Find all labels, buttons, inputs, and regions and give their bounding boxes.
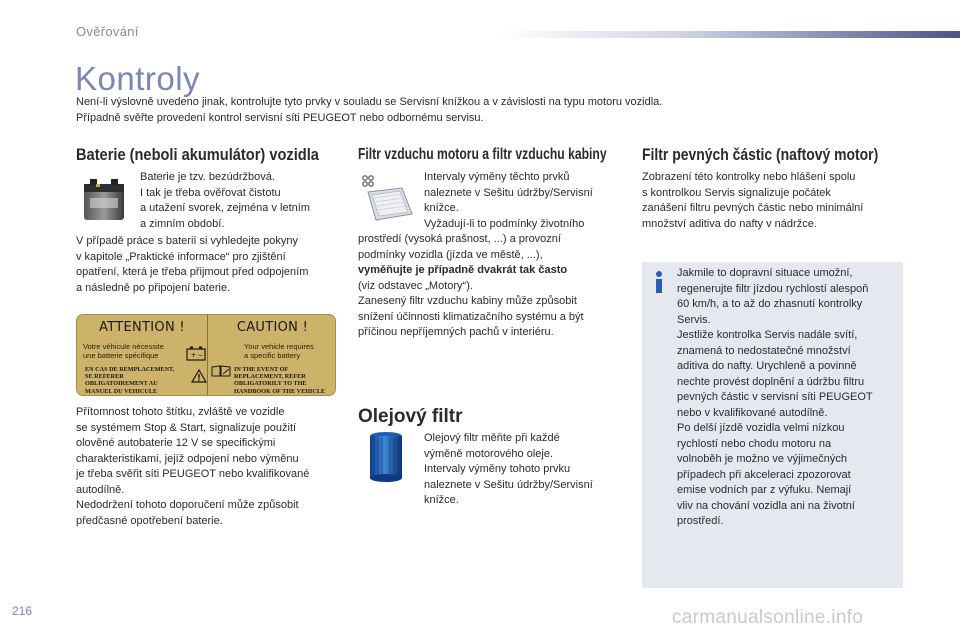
info-text — [677, 266, 901, 530]
battery-side-text — [140, 170, 350, 232]
air-filter-side-text — [424, 170, 624, 232]
section-name: Ověřování — [76, 24, 139, 39]
info-line: regenerujte filtr jízdou rychlostí alespoň — [677, 282, 869, 295]
oil-filter-line: naleznete v Sešitu údržby/Servisní — [424, 478, 593, 491]
air-filter-body-line: příčinou nepříjemných pachů v interiéru. — [358, 326, 554, 338]
page-number: 216 — [12, 604, 33, 618]
battery-side-line: a utažení svorek, zejména v letním — [140, 202, 310, 214]
info-line: nebo v kvalifikované autodílně. — [677, 406, 828, 419]
info-line: Jestliže kontrolka Servis nadále svítí, — [677, 329, 858, 341]
label-left-caps-line: EN CAS DE REMPLACEMENT, — [85, 366, 175, 373]
battery-symbol-icon — [185, 345, 207, 361]
oil-filter-line: Intervaly výměny tohoto prvku — [424, 463, 571, 475]
label-right-caps-line: REPLACEMENT, REFER — [234, 373, 306, 381]
label-left-caps-line: MANUEL DU VEHICULE — [85, 387, 158, 395]
air-filter-body-bold: vyměňujte je případně dvakrát tak často — [358, 264, 568, 276]
air-filter-heading: Filtr vzduchu motoru a filtr vzduchu kabiny — [358, 146, 607, 163]
air-filter-body-line: snížení účinnosti klimatizačního systému a být — [358, 310, 584, 323]
label-right-caps-line: IN THE EVENT OF — [234, 366, 289, 373]
label-english-half — [207, 315, 336, 395]
battery-note-line: se systémem Stop & Start, signalizuje použití — [76, 421, 297, 434]
intro-text — [76, 95, 836, 126]
label-left-caps — [85, 366, 174, 395]
battery-note-line: předčasné opotřebení baterie. — [76, 514, 223, 527]
particle-filter-line: množství aditiva do nafty v nádržce. — [642, 217, 817, 230]
header-bar — [500, 31, 960, 38]
air-filter-side-line: Intervaly výměny těchto prvků — [424, 171, 570, 183]
oil-filter-text — [424, 431, 624, 509]
info-line: emise vodních par z výfuku. Nemají — [677, 484, 852, 496]
battery-side-line: I tak je třeba ověřovat čistotu — [140, 186, 281, 199]
battery-side-line: Baterie je tzv. bezúdržbová. — [140, 171, 275, 183]
battery-body-line: v kapitole „Praktické informace“ pro zjištění — [76, 250, 286, 263]
oil-filter-line: výměně motorového oleje. — [424, 447, 554, 460]
intro-line: Není-li výslovně uvedeno jinak, kontrolujte tyto prvky v souladu se Servisní knížkou a v závislosti na typu motoru vozidla. — [76, 96, 663, 108]
info-line: pevných částic v servisní síti PEUGEOT — [677, 391, 873, 403]
info-line: Servis. — [677, 313, 711, 326]
info-line: Po delší jízdě vozidla velmi nízkou — [677, 422, 845, 434]
svg-text:+ −: + − — [191, 352, 203, 359]
battery-body-line: V případě práce s baterií si vyhledejte pokyny — [76, 235, 298, 247]
info-line: rychlostí nebo chodu motoru na — [677, 437, 832, 450]
label-left-head: ATTENTION ! — [99, 320, 185, 335]
label-right-caps-line: HANDBOOK OF THE VEHICLE — [234, 387, 326, 395]
warning-triangle-icon — [191, 369, 207, 383]
air-filter-body-line: podmínky vozidla (jízda ve městě, ...), — [358, 248, 543, 261]
particle-filter-line: s kontrolkou Servis signalizuje počátek — [642, 186, 831, 199]
car-battery-icon — [78, 174, 130, 226]
air-filter-icon — [360, 170, 416, 222]
battery-body-line: a následně po připojení baterie. — [76, 281, 231, 294]
particle-filter-line: Zobrazení této kontrolky nebo hlášení spolu — [642, 171, 856, 183]
particle-filter-line: zanášení filtru pevných částic nebo minimální — [642, 202, 864, 214]
battery-warning-label — [76, 314, 336, 396]
page-title: Kontroly — [75, 60, 201, 97]
battery-note-line: charakteristikami, jejíž odpojení nebo výměnu — [76, 452, 299, 465]
air-filter-side-line: knížce. — [424, 202, 459, 214]
oil-filter-line: Olejový filtr měňte při každé — [424, 432, 560, 444]
oil-filter-icon — [364, 430, 408, 484]
battery-note-text — [76, 405, 346, 529]
label-right-caps — [234, 366, 325, 395]
particle-filter-heading: Filtr pevných částic (naftový motor) — [642, 145, 879, 164]
manual-book-icon — [210, 365, 232, 377]
battery-note-line: autodílně. — [76, 483, 125, 496]
info-line: volnoběh je možno ve výjimečných — [677, 453, 847, 465]
watermark: carmanualsonline.info — [672, 607, 864, 628]
oil-filter-line: knížce. — [424, 494, 459, 506]
intro-line: Případně svěřte provedení kontrol servisní síti PEUGEOT nebo odbornému servisu. — [76, 111, 484, 124]
label-right-caps-line: OBLIGATORILY TO THE — [234, 380, 307, 388]
info-line: aditiva do nafty. Urychleně a povinně — [677, 360, 857, 372]
air-filter-side-line: Vyžadují-li to podmínky životního — [424, 217, 585, 230]
battery-body-text — [76, 234, 346, 296]
info-line: Jakmile to dopravní situace umožní, — [677, 267, 853, 279]
battery-body-line: opatření, která je třeba přijmout před odpojením — [76, 266, 309, 278]
battery-note-line: Nedodržení tohoto doporučení může způsobit — [76, 499, 299, 511]
battery-note-line: Přítomnost tohoto štítku, zvláště ve vozidle — [76, 406, 285, 418]
battery-heading: Baterie (neboli akumulátor) vozidla — [76, 145, 319, 164]
info-line: nechte provést doplnění a údržbu filtru — [677, 375, 865, 388]
label-right-text — [244, 342, 314, 360]
info-line: případech při akceleraci zpozorovat — [677, 468, 851, 481]
label-left-caps-line: OBLIGATOIREMENT AU — [85, 380, 158, 388]
battery-side-line: a zimním období. — [140, 217, 225, 230]
label-french-half — [77, 315, 207, 395]
air-filter-body-line: (viz odstavec „Motory“). — [358, 279, 473, 292]
air-filter-body-line: Zanesený filtr vzduchu kabiny může způsobit — [358, 295, 577, 307]
info-line: vliv na chování vozidla ani na životní — [677, 499, 855, 512]
info-line: znamená to nedostatečné množství — [677, 344, 851, 357]
battery-note-line: je třeba svěřit síti PEUGEOT nebo kvalifikované — [76, 468, 310, 480]
air-filter-body-text — [358, 232, 628, 341]
oil-filter-heading: Olejový filtr — [358, 406, 463, 427]
air-filter-side-line: naleznete v Sešitu údržby/Servisní — [424, 186, 593, 199]
label-right-text-line: Your vehicle requires — [244, 342, 314, 351]
air-filter-body-line: prostředí (vysoká prašnost, ...) a provozní — [358, 233, 561, 245]
battery-note-line: olověné autobaterie 12 V se specifickými — [76, 437, 276, 449]
label-left-text-line: une batterie spécifique — [83, 351, 159, 360]
info-icon — [652, 270, 666, 294]
label-left-caps-line: SE REFERER — [85, 373, 124, 381]
info-line: 60 km/h, a to až do zhasnutí kontrolky — [677, 298, 863, 310]
label-left-text-line: Votre véhicule nécessite — [83, 342, 164, 351]
particle-filter-text — [642, 170, 904, 232]
label-right-text-line: a specific battery — [244, 351, 301, 360]
info-line: prostředí. — [677, 515, 724, 527]
label-left-text — [83, 342, 164, 360]
label-right-head: CAUTION ! — [236, 320, 309, 335]
